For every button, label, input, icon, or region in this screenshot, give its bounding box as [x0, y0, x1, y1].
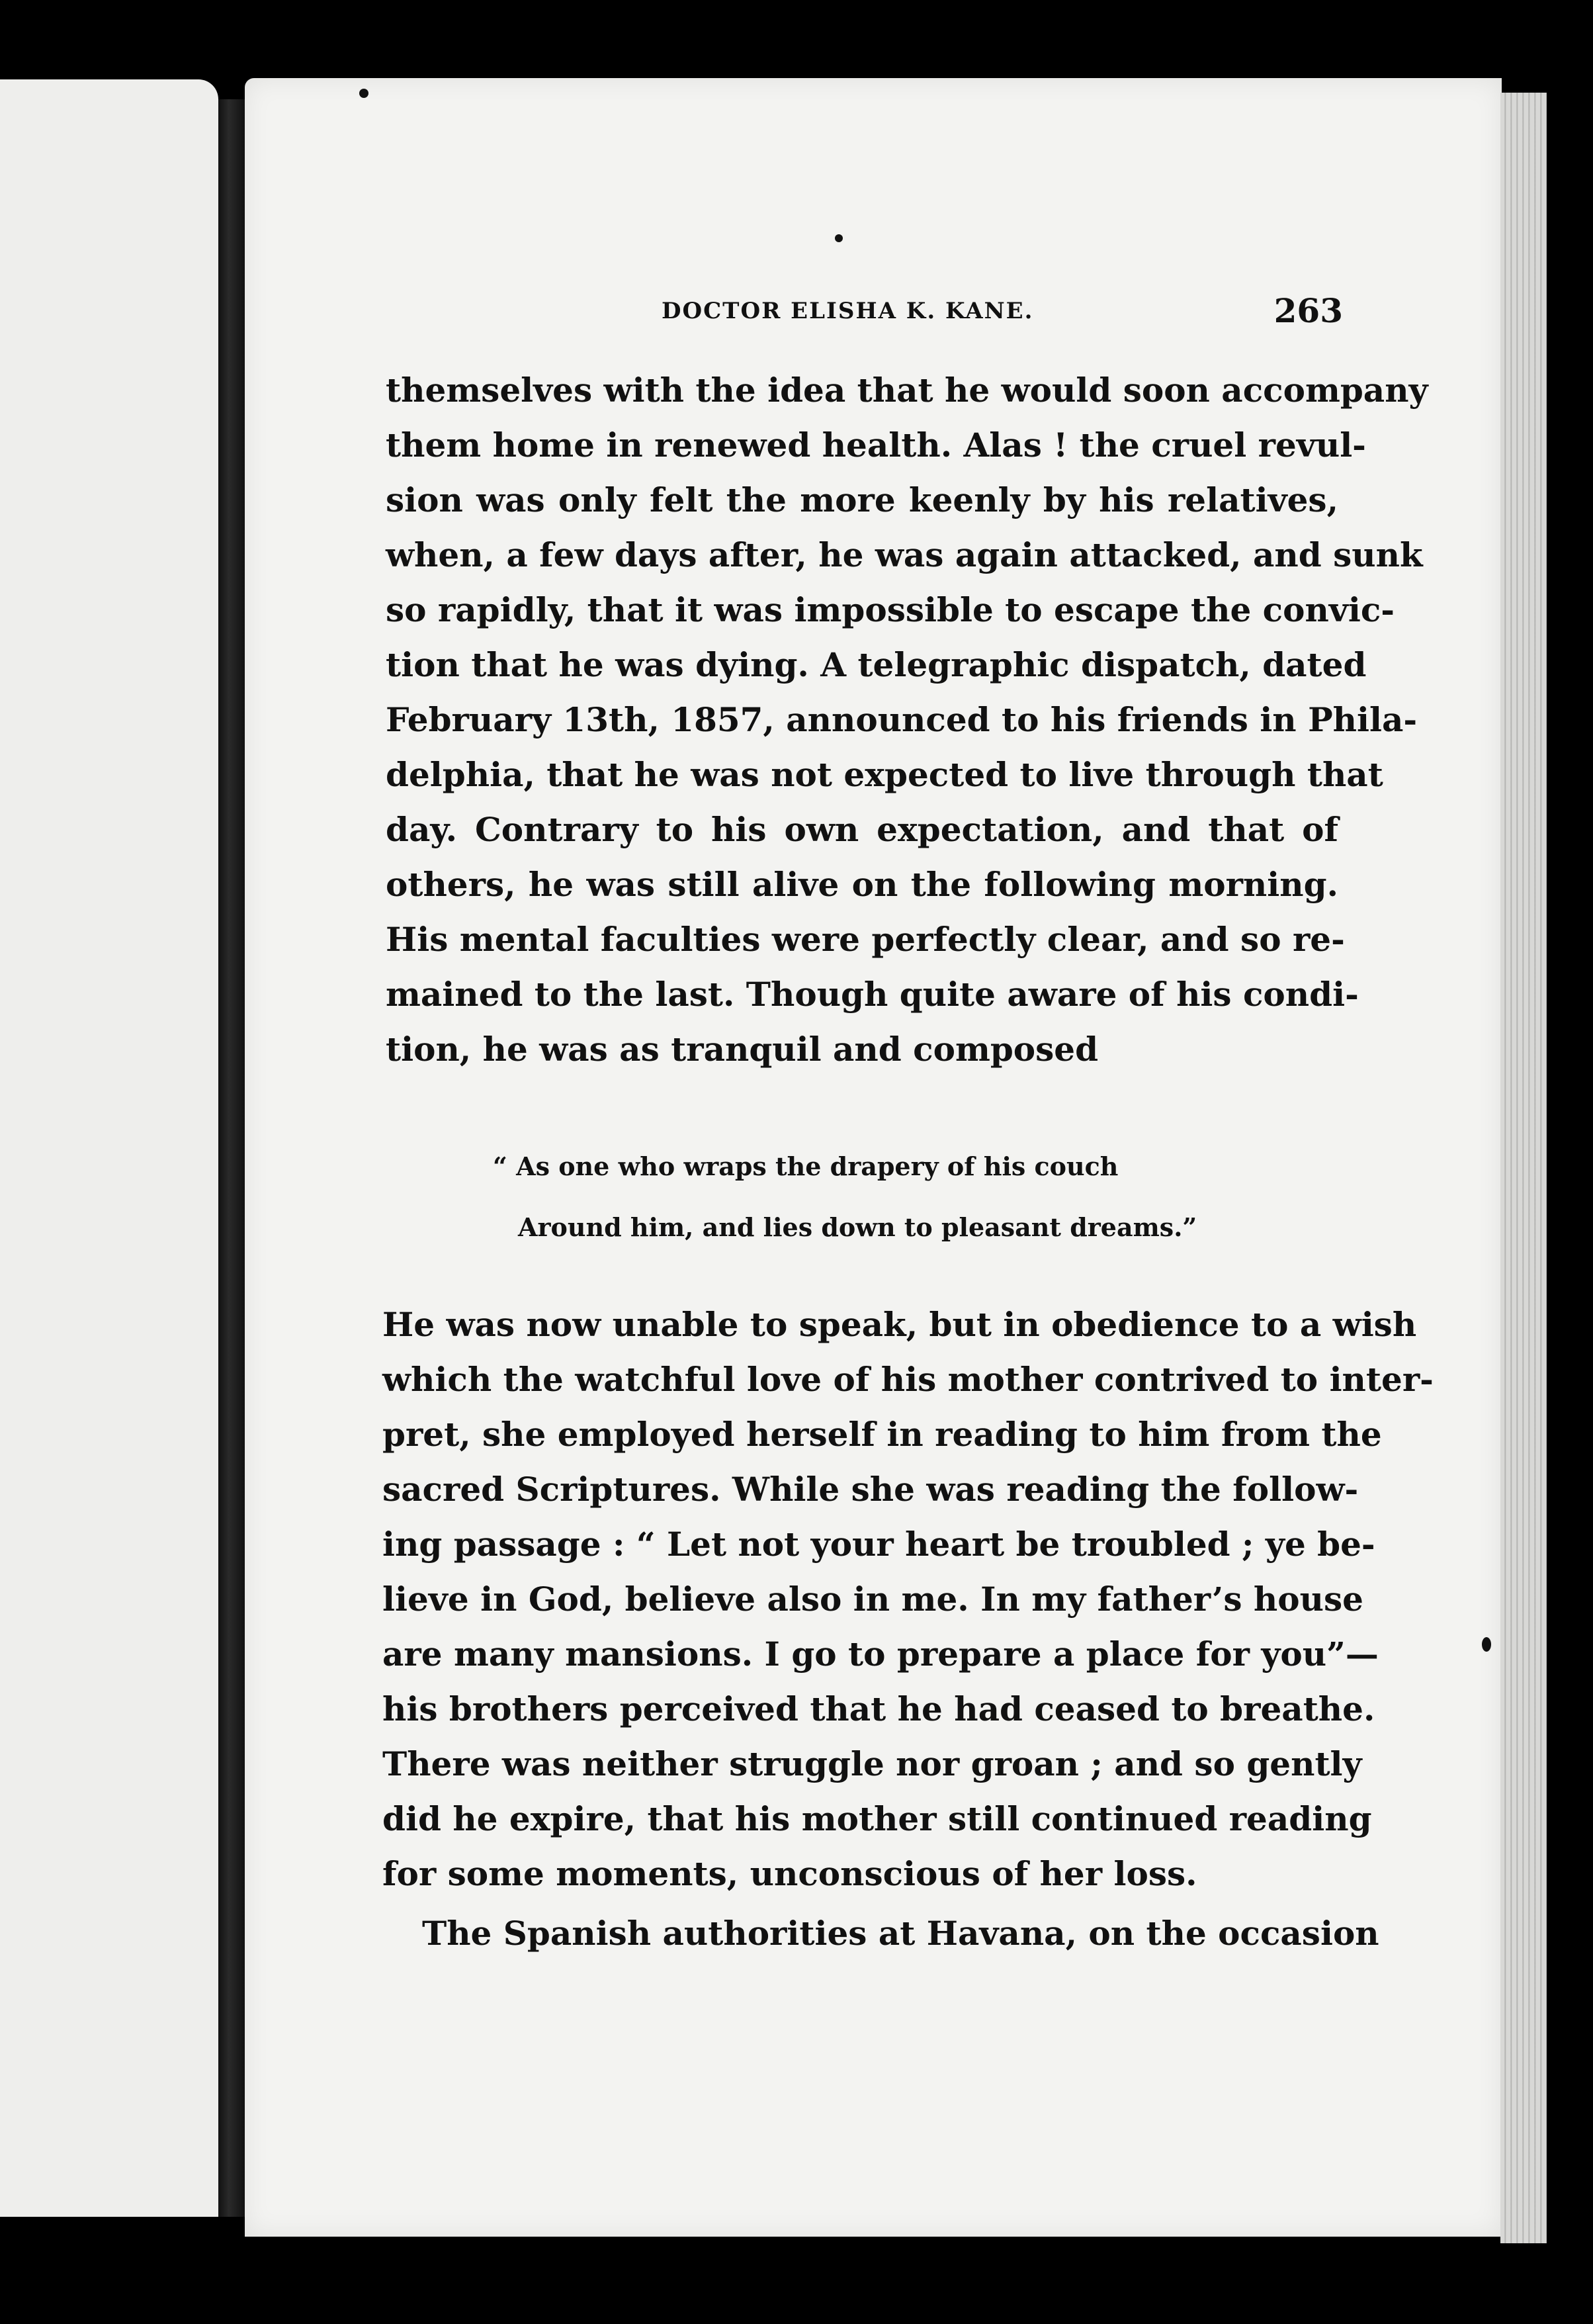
text-line: February 13th, 1857, announced to his friends in Phila- — [386, 700, 1418, 739]
left-facing-page — [0, 79, 218, 2217]
text-line: sion was only felt the more keenly by his relatives, — [386, 480, 1338, 519]
text-line: which the watchful love of his mother contrived to inter- — [382, 1360, 1434, 1399]
text-line: his brothers perceived that he had ceased to breathe. — [382, 1689, 1375, 1728]
paragraph — [382, 1297, 1434, 1901]
text-line: themselves with the idea that he would soon accompany — [386, 371, 1428, 410]
text-line: lieve in God, believe also in me. In my father’s house — [382, 1580, 1363, 1619]
text-line: them home in renewed health. Alas ! the cruel revul- — [386, 425, 1366, 465]
text-line: when, a few days after, he was again attacked, and sunk — [386, 535, 1423, 574]
ink-speck — [359, 89, 368, 98]
page-edges — [1500, 93, 1547, 2243]
ink-speck — [1482, 1637, 1491, 1652]
text-line: others, he was still alive on the following morning. — [386, 865, 1338, 904]
quote-line: Around him, and lies down to pleasant dreams.” — [518, 1212, 1197, 1242]
text-line: mained to the last. Though quite aware of his condi- — [386, 975, 1359, 1014]
text-line: There was neither struggle nor groan ; and so gently — [382, 1744, 1362, 1783]
running-head: DOCTOR ELISHA K. KANE. — [662, 298, 1034, 324]
verse-quotation — [493, 1136, 1197, 1258]
text-line: day. Contrary to his own expectation, and that of — [386, 810, 1338, 849]
text-line: did he expire, that his mother still continued reading — [382, 1799, 1372, 1838]
paragraph — [382, 1906, 1379, 1961]
quote-line: “ As one who wraps the drapery of his couch — [493, 1151, 1119, 1181]
book-gutter — [218, 99, 245, 2217]
ink-speck — [835, 234, 843, 242]
text-line: are many mansions. I go to prepare a place for you”— — [382, 1634, 1379, 1674]
text-line: sacred Scriptures. While she was reading the follow- — [382, 1470, 1359, 1509]
text-line: The Spanish authorities at Havana, on the occasion — [422, 1914, 1379, 1953]
text-line: tion that he was dying. A telegraphic dispatch, dated — [386, 645, 1367, 684]
text-line: He was now unable to speak, but in obedience to a wish — [382, 1305, 1417, 1344]
text-line: for some moments, unconscious of her loss. — [382, 1854, 1197, 1893]
text-line: delphia, that he was not expected to live through that — [386, 755, 1383, 794]
text-line: His mental faculties were perfectly clear, and so re- — [386, 920, 1345, 959]
paragraph — [386, 363, 1428, 1077]
page-number: 263 — [1273, 291, 1343, 330]
text-line: ing passage : “ Let not your heart be troubled ; ye be- — [382, 1525, 1375, 1564]
text-line: pret, she employed herself in reading to him from the — [382, 1415, 1382, 1454]
text-line: so rapidly, that it was impossible to escape the convic- — [386, 590, 1395, 629]
text-line: tion, he was as tranquil and composed — [386, 1030, 1099, 1069]
